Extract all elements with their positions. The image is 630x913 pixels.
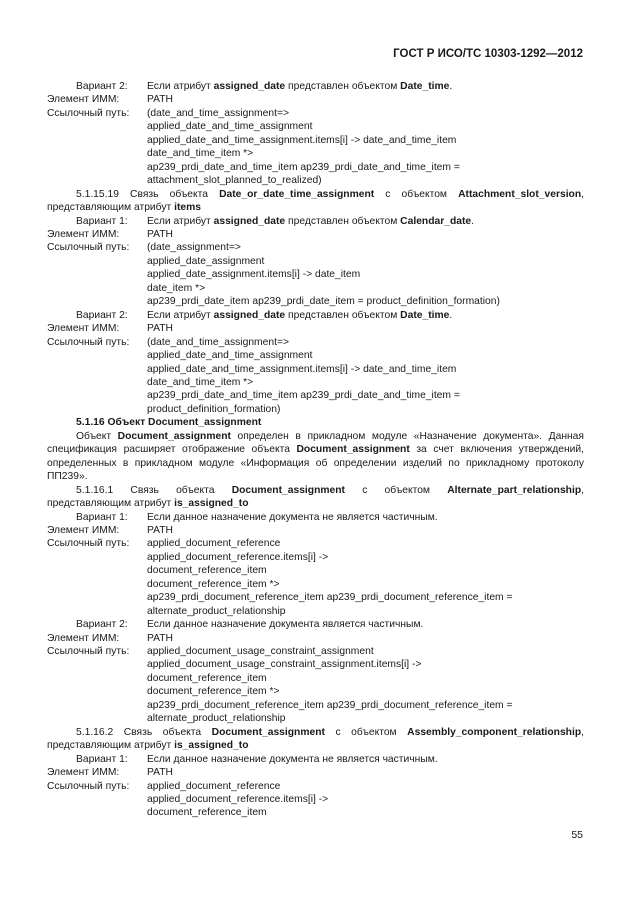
reference-path-row — [47, 241, 584, 308]
reference-path-label: Ссылочный путь: — [47, 107, 130, 119]
reference-path-label: Ссылочный путь: — [47, 780, 130, 792]
variant-label: Вариант 1: — [76, 215, 128, 227]
imm-value: PATH — [147, 94, 173, 106]
variant-label: Вариант 2: — [76, 81, 128, 92]
body-paragraph: Объект Document_assignment определен в прикладном модуле «Назначение документа». Данная спецификация расширяет отображение объекта Document_assignment за счет включения утверждений, определенных в прикладном модуле «Информация об определении изделий по прикладному протоколу ПП239». — [47, 430, 584, 483]
imm-value: PATH — [147, 767, 173, 779]
variant-description: Если атрибут assigned_date представлен объектом Calendar_date. — [147, 215, 475, 227]
imm-value: PATH — [147, 524, 173, 536]
variant-description: Если атрибут assigned_date представлен объектом Date_time. — [147, 81, 453, 92]
variant-row — [47, 511, 584, 524]
reference-path-label: Ссылочный путь: — [47, 646, 130, 658]
imm-element-row — [47, 93, 584, 106]
section-title: 5.1.16 Объект Document_assignment — [76, 417, 262, 429]
variant-row — [47, 753, 584, 766]
imm-element-row — [47, 524, 584, 537]
reference-path-label: Ссылочный путь: — [47, 336, 130, 348]
imm-value: PATH — [147, 228, 173, 240]
imm-label: Элемент ИММ: — [47, 524, 120, 536]
variant-label: Вариант 1: — [76, 511, 128, 523]
imm-value: PATH — [147, 632, 173, 644]
document-body — [47, 80, 584, 820]
reference-path-lines: applied_document_reference applied_document_reference.items[i] -> document_reference_item document_reference_item *> ap239_prdi_document_reference_item ap239_prdi_document_reference_item = alternate_product_relationship — [147, 538, 513, 617]
reference-path-lines: (date_and_time_assignment=> applied_date_and_time_assignment applied_date_and_time_assignment.items[i] -> date_and_time_item date_and_time_item *> ap239_prdi_date_and_time_item ap239_prdi_date_and_time_item = attachment_slot_planned_to_realized) — [147, 107, 460, 187]
variant-row — [47, 618, 584, 631]
imm-element-row — [47, 322, 584, 335]
variant-description: Если данное назначение документа не является частичным. — [147, 511, 438, 523]
reference-path-row — [47, 537, 584, 618]
variant-description: Если данное назначение документа не является частичным. — [147, 753, 438, 765]
variant-row — [47, 309, 584, 322]
section-heading: 5.1.16.1 Связь объекта Document_assignment с объектом Alternate_part_relationship, представляющим атрибут is_assigned_to — [47, 484, 584, 510]
section-heading: 5.1.15.19 Связь объекта Date_or_date_time_assignment с объектом Attachment_slot_version, представляющим атрибут items — [47, 188, 585, 214]
variant-description: Если атрибут assigned_date представлен объектом Date_time. — [147, 309, 453, 321]
reference-path-row — [47, 645, 584, 726]
variant-label: Вариант 2: — [76, 619, 128, 631]
variant-row — [47, 80, 584, 93]
imm-label: Элемент ИММ: — [47, 767, 120, 779]
imm-label: Элемент ИММ: — [47, 632, 120, 644]
imm-label: Элемент ИММ: — [47, 323, 120, 335]
reference-path-lines: (date_and_time_assignment=> applied_date_and_time_assignment applied_date_and_time_assignment.items[i] -> date_and_time_item date_and_time_item *> ap239_prdi_date_and_time_item ap239_prdi_date_and_time_item = product_definition_formation) — [147, 336, 460, 415]
reference-path-lines: applied_document_reference applied_document_reference.items[i] -> document_reference_item — [147, 780, 329, 819]
variant-description: Если данное назначение документа является частичным. — [147, 619, 424, 631]
reference-path-lines: (date_assignment=> applied_date_assignment applied_date_assignment.items[i] -> date_item date_item *> ap239_prdi_date_item ap239_prdi_date_item = product_definition_formation) — [147, 242, 500, 308]
page-number: 55 — [571, 829, 583, 841]
reference-path-row — [47, 107, 584, 188]
page-header: ГОСТ Р ИСО/ТС 10303-1292—2012 — [393, 48, 583, 60]
imm-element-row — [47, 766, 584, 779]
imm-label: Элемент ИММ: — [47, 94, 120, 106]
imm-element-row — [47, 632, 584, 645]
imm-value: PATH — [147, 323, 173, 335]
reference-path-label: Ссылочный путь: — [47, 538, 130, 550]
variant-label: Вариант 1: — [76, 753, 128, 765]
reference-path-label: Ссылочный путь: — [47, 242, 130, 254]
section-heading: 5.1.16.2 Связь объекта Document_assignment с объектом Assembly_component_relationship, представляющим атрибут is_assigned_to — [47, 726, 584, 752]
imm-label: Элемент ИММ: — [47, 228, 120, 240]
variant-label: Вариант 2: — [76, 309, 128, 321]
imm-element-row — [47, 228, 584, 241]
reference-path-row — [47, 336, 584, 417]
variant-row — [47, 215, 584, 228]
reference-path-row — [47, 780, 584, 820]
reference-path-lines: applied_document_usage_constraint_assignment applied_document_usage_constraint_assignment.items[i] -> document_reference_item document_reference_item *> ap239_prdi_document_reference_item ap239_prdi_document_reference_item = alternate_product_relationship — [147, 646, 513, 725]
